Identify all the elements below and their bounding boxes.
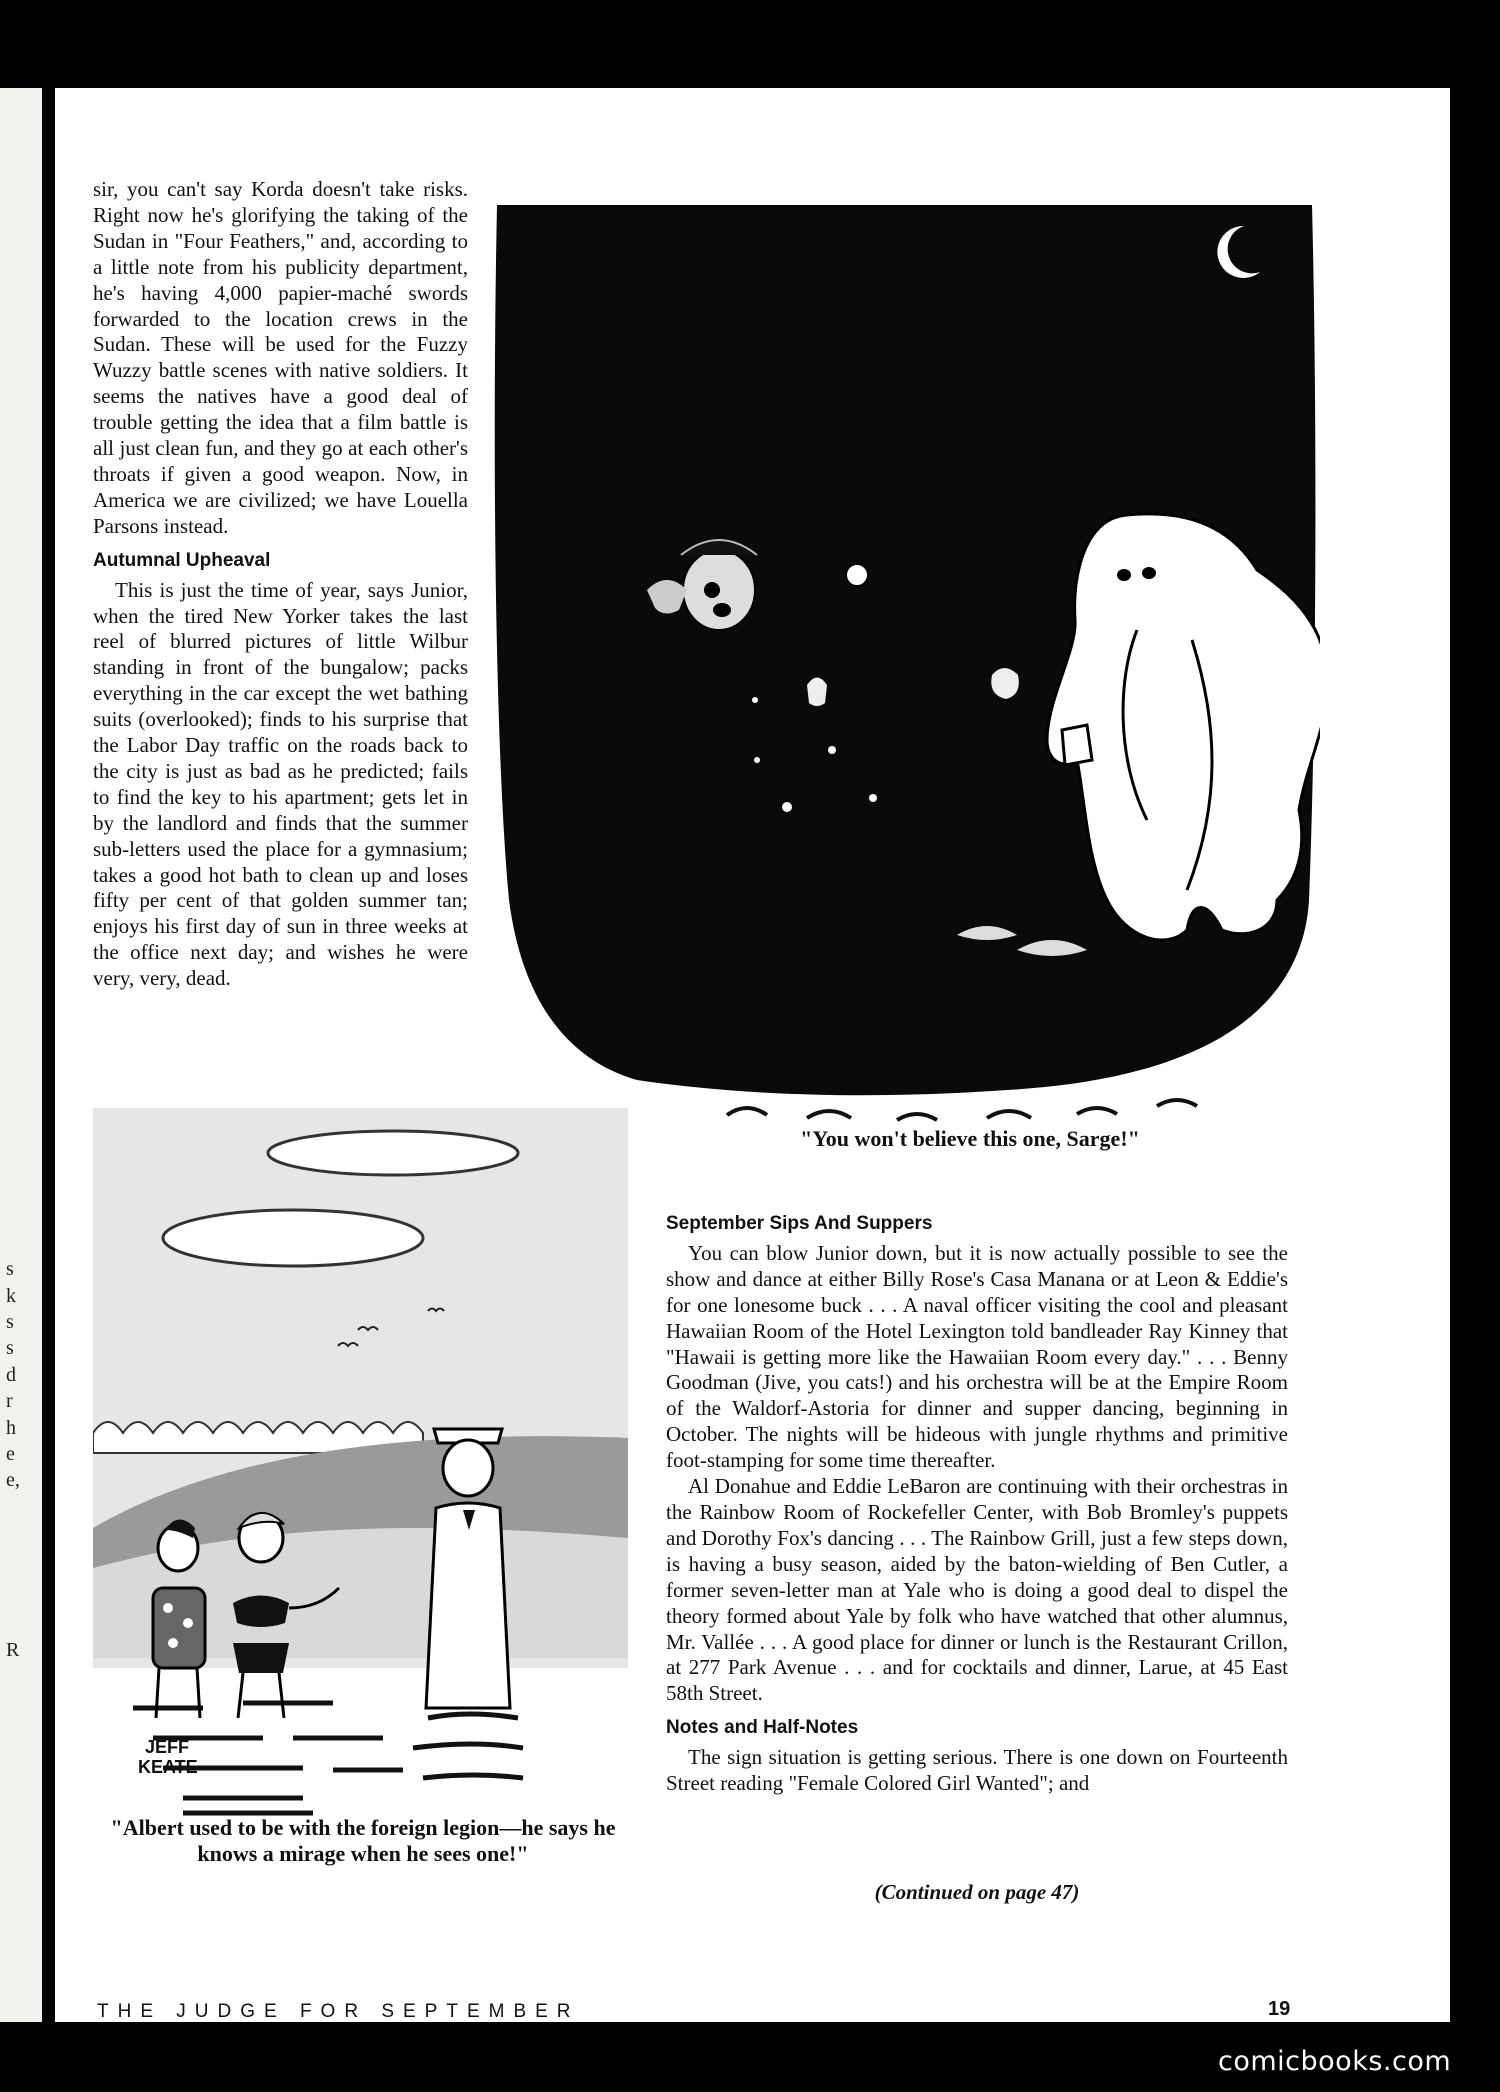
page-number: 19 xyxy=(1268,1998,1291,2020)
spine-letter: h xyxy=(6,1417,16,1439)
september-sips-para1: You can blow Junior down, but it is now actually possible to see the show and dance at either Billy Rose's Casa Manana or at Leon & Eddie's for one lonesome buck . . . A naval officer visiting the cool and pleasant Hawaiian Room of the Hotel Lexington told bandleader Ray Kinney that "Hawaii is getting more like the Hawaiian Room every day." . . . Benny Goodman (Jive, you cats!) and his orchestra will be at the Empire Room of the Waldorf-Astoria for dinner and supper dancing, beginning in October. The nights will be hideous with jungle rhythms and primitive foot-stamping for some time thereafter. xyxy=(666,1240,1288,1473)
spine-letter: e, xyxy=(6,1469,20,1491)
september-sips-para2: Al Donahue and Eddie LeBaron are continuing with their orchestras in the Rainbow Room of Rockefeller Center, with Bob Bromley's puppets and Dorothy Fox's dancing . . . The Rainbow Grill, just a few steps down, is having a busy season, aided by the baton-wielding of Ben Cutler, a former seven-letter man at Yale who is doing a good deal to dispel the theory formed about Yale by folk who have watched that other alumnus, Mr. Vallée . . . A good place for dinner or lunch is the Restaurant Crillon, at 277 Park Avenue . . . and for cocktails and dinner, Larue, at 45 East 58th Street. xyxy=(666,1474,1288,1706)
spine-letter: e xyxy=(6,1443,15,1465)
spine-letter: R xyxy=(6,1639,20,1661)
caption-night-cartoon: "You won't believe this one, Sarge!" xyxy=(800,1126,1140,1151)
spine-letter: s xyxy=(6,1337,14,1359)
heading-autumnal-upheaval: Autumnal Upheaval xyxy=(93,549,271,571)
cartoonist-signature-line2: KEATE xyxy=(138,1757,198,1777)
spine-letter: s xyxy=(6,1258,14,1280)
left-column xyxy=(93,177,468,992)
intro-paragraph: sir, you can't say Korda doesn't take risks. Right now he's glorifying the taking of the Sudan in "Four Feathers," and, according to a little note from his publicity department, he's having 4,000 papier-maché swords forwarded to the location crews in the Sudan. These will be used for the Fuzzy Wuzzy battle scenes with native soldiers. It seems the natives have a good deal of trouble getting the idea that a film battle is all just clean fun, and they go at each other's throats if given a good weapon. Now, in America we are civilized; we have Louella Parsons instead. xyxy=(93,177,468,538)
facing-page-letters xyxy=(0,88,42,2022)
notes-half-notes-para: The sign situation is getting serious. There is one down on Fourteenth Street reading "Female Colored Girl Wanted"; and xyxy=(666,1745,1288,1796)
running-footer: THE JUDGE FOR SEPTEMBER xyxy=(97,2001,580,2022)
caption-beach-cartoon: "Albert used to be with the foreign legion—he says he knows a mirage when he sees one!" xyxy=(110,1815,616,1866)
right-column xyxy=(666,1203,1288,1797)
heading-notes-half-notes: Notes and Half-Notes xyxy=(666,1717,859,1739)
heading-september-sips: September Sips And Suppers xyxy=(666,1213,933,1234)
spine-letter: r xyxy=(6,1390,13,1412)
continued-note: (Continued on page 47) xyxy=(874,1880,1080,1904)
spine-letter: s xyxy=(6,1311,14,1333)
spine-letter: d xyxy=(6,1364,16,1386)
facing-page-edge xyxy=(0,88,42,2022)
autumnal-upheaval-body: This is just the time of year, says Junior, when the tired New Yorker takes the last reel of blurred pictures of little Wilbur standing in front of the bungalow; packs everything in the car except the wet bathing suits (overlooked); finds to his surprise that the Labor Day traffic on the roads back to the city is just as bad as he predicted; fails to find the key to his apartment; gets let in by the landlord and finds that the summer sub-letters used the place for a gymnasium; takes a good hot bath to clean up and loses fifty per cent of that golden summer tan; enjoys his first day of sun in three weeks at the office next day; and wishes he were very, very, dead. xyxy=(93,577,468,991)
spine-letter: k xyxy=(6,1285,16,1307)
watermark: comicbooks.com xyxy=(1218,2046,1452,2077)
cartoon-beach-mirage xyxy=(93,1098,628,1831)
cartoon-night-ghost xyxy=(487,200,1320,1135)
cartoonist-signature-line1: JEFF xyxy=(145,1737,190,1757)
